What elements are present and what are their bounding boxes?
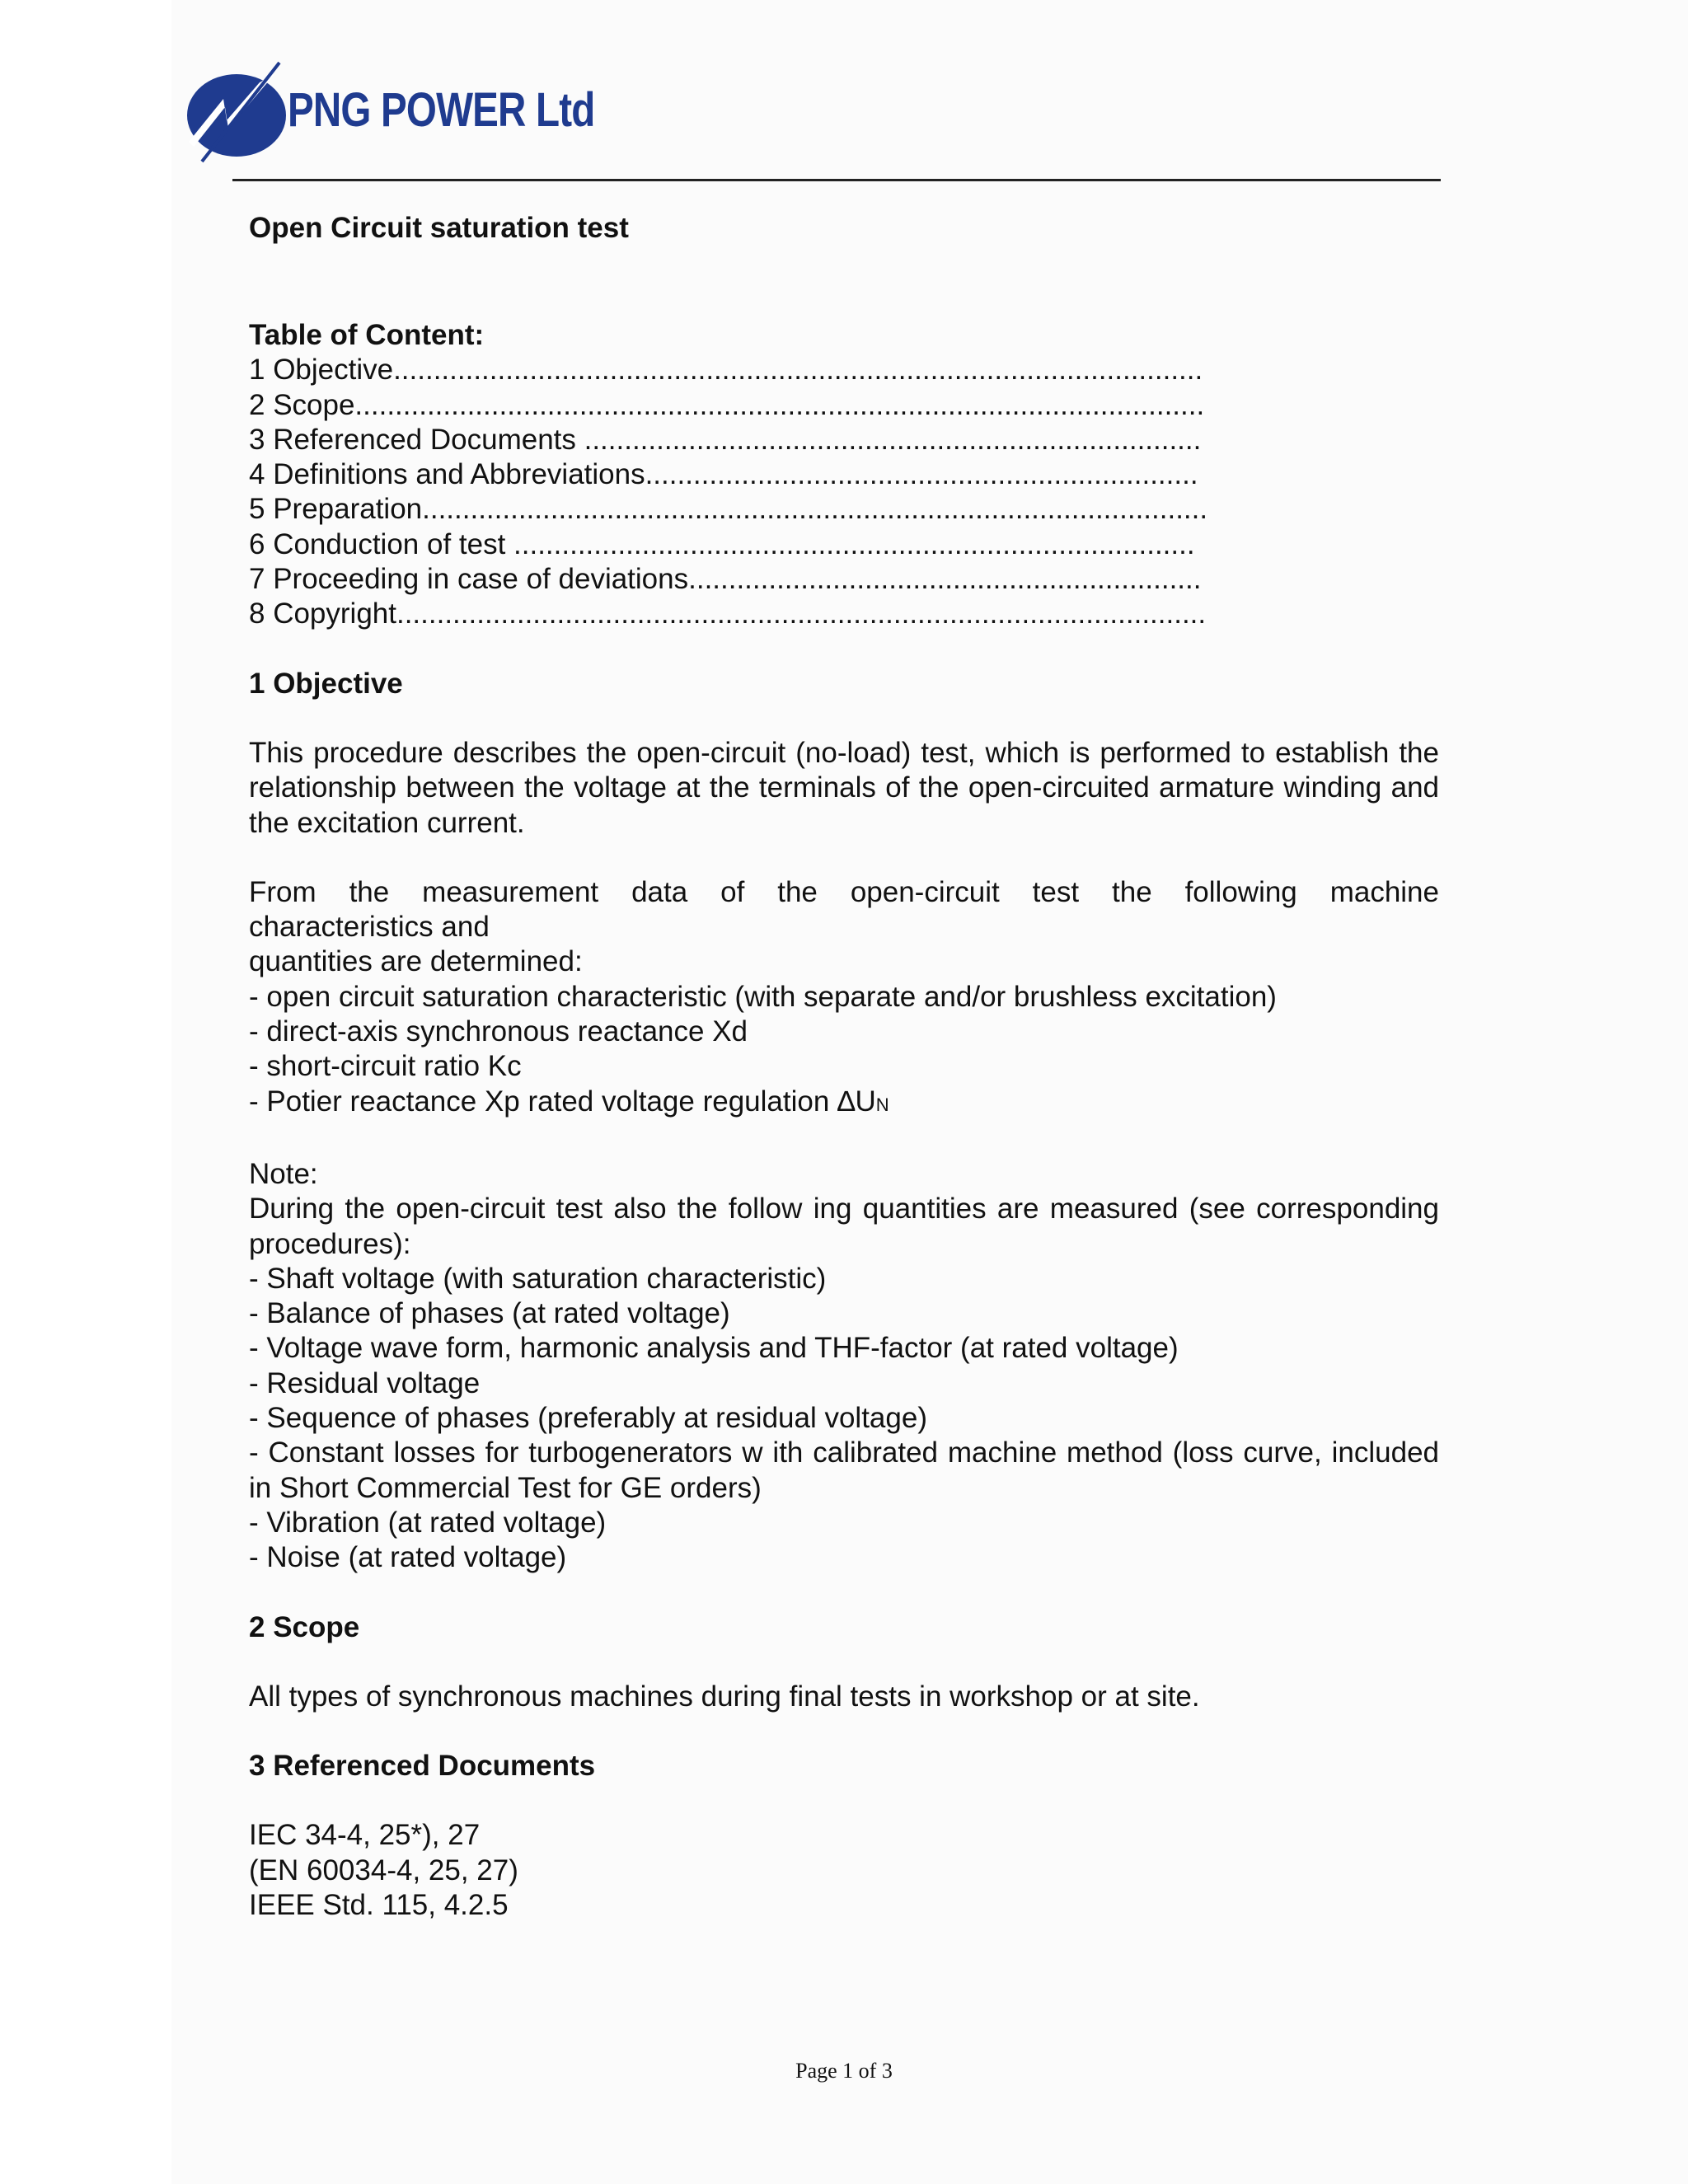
reference-list xyxy=(249,1818,1439,1923)
toc-entry-scope[interactable]: 2 Scope.......................................................................................................... xyxy=(249,388,1205,421)
list-item-text: - Potier reactance Xp rated voltage regulation ∆U xyxy=(249,1085,876,1118)
page-number: Page 1 of 3 xyxy=(795,2059,893,2083)
lightning-bolt-icon xyxy=(177,56,301,171)
section-heading-scope: 2 Scope xyxy=(249,1610,360,1643)
list-item: - Constant losses for turbogenerators w ith calibrated machine method (loss curve, included in Short Commercial Test for GE orders) xyxy=(249,1436,1439,1504)
note-label: Note: xyxy=(249,1157,318,1190)
document-body xyxy=(249,211,1439,1923)
reference-item: (EN 60034-4, 25, 27) xyxy=(249,1854,518,1886)
scope-paragraph: All types of synchronous machines during final tests in workshop or at site. xyxy=(249,1680,1200,1713)
determined-quantities xyxy=(249,875,1439,1122)
list-item: - Voltage wave form, harmonic analysis and THF-factor (at rated voltage) xyxy=(249,1332,1179,1365)
toc-entry-objective[interactable]: 1 Objective..................................................................................................... xyxy=(249,354,1203,387)
toc-entry-definitions[interactable]: 4 Definitions and Abbreviations..................................................................... xyxy=(249,458,1198,491)
section-heading-objective: 1 Objective xyxy=(249,667,403,700)
table-of-contents xyxy=(249,318,1439,632)
note-block xyxy=(249,1157,1439,1576)
toc-entry-preparation[interactable]: 5 Preparation.................................................................................................. xyxy=(249,493,1208,526)
section-heading-referenced-documents: 3 Referenced Documents xyxy=(249,1750,596,1783)
reference-item: IEC 34-4, 25*), 27 xyxy=(249,1819,481,1852)
toc-entry-copyright[interactable]: 8 Copyright..................................................................................................... xyxy=(249,598,1207,630)
list-item: - direct-axis synchronous reactance Xd xyxy=(249,1015,748,1048)
list-item: - short-circuit ratio Kc xyxy=(249,1050,522,1083)
toc-entry-deviations[interactable]: 7 Proceeding in case of deviations................................................................ xyxy=(249,563,1202,596)
reference-item: IEEE Std. 115, 4.2.5 xyxy=(249,1888,509,1921)
toc-entry-conduction[interactable]: 6 Conduction of test ..................................................................................... xyxy=(249,527,1195,560)
paragraph-line: characteristics and xyxy=(249,911,490,944)
document-title: Open Circuit saturation test xyxy=(249,212,629,244)
toc-heading: Table of Content: xyxy=(249,319,485,351)
logo-text: PNG POWER Ltd xyxy=(288,83,595,137)
list-item: - Noise (at rated voltage) xyxy=(249,1541,567,1574)
subscript: N xyxy=(875,1094,889,1115)
list-item: - Sequence of phases (preferably at residual voltage) xyxy=(249,1402,927,1435)
list-item: - Shaft voltage (with saturation characteristic) xyxy=(249,1262,827,1295)
objective-paragraph: This procedure describes the open-circuit (no-load) test, which is performed to establish the relationship between the voltage at the terminals of the open-circuited armature winding and the excitation current. xyxy=(249,736,1439,839)
paragraph-line: quantities are determined: xyxy=(249,945,583,978)
paragraph-line: From the measurement data of the open-circuit test the following machine xyxy=(249,875,1439,908)
company-logo xyxy=(177,56,595,171)
toc-entry-referenced-documents[interactable]: 3 Referenced Documents ............................................................................. xyxy=(249,423,1202,456)
note-text: During the open-circuit test also the follow ing quantities are measured (see corresponding procedures): xyxy=(249,1193,1439,1260)
header-divider xyxy=(232,179,1441,181)
list-item: - Balance of phases (at rated voltage) xyxy=(249,1297,730,1330)
list-item: - Residual voltage xyxy=(249,1366,481,1399)
list-item: - Vibration (at rated voltage) xyxy=(249,1506,607,1539)
list-item xyxy=(249,1085,1439,1122)
list-item: - open circuit saturation characteristic (with separate and/or brushless excitation) xyxy=(249,980,1277,1013)
